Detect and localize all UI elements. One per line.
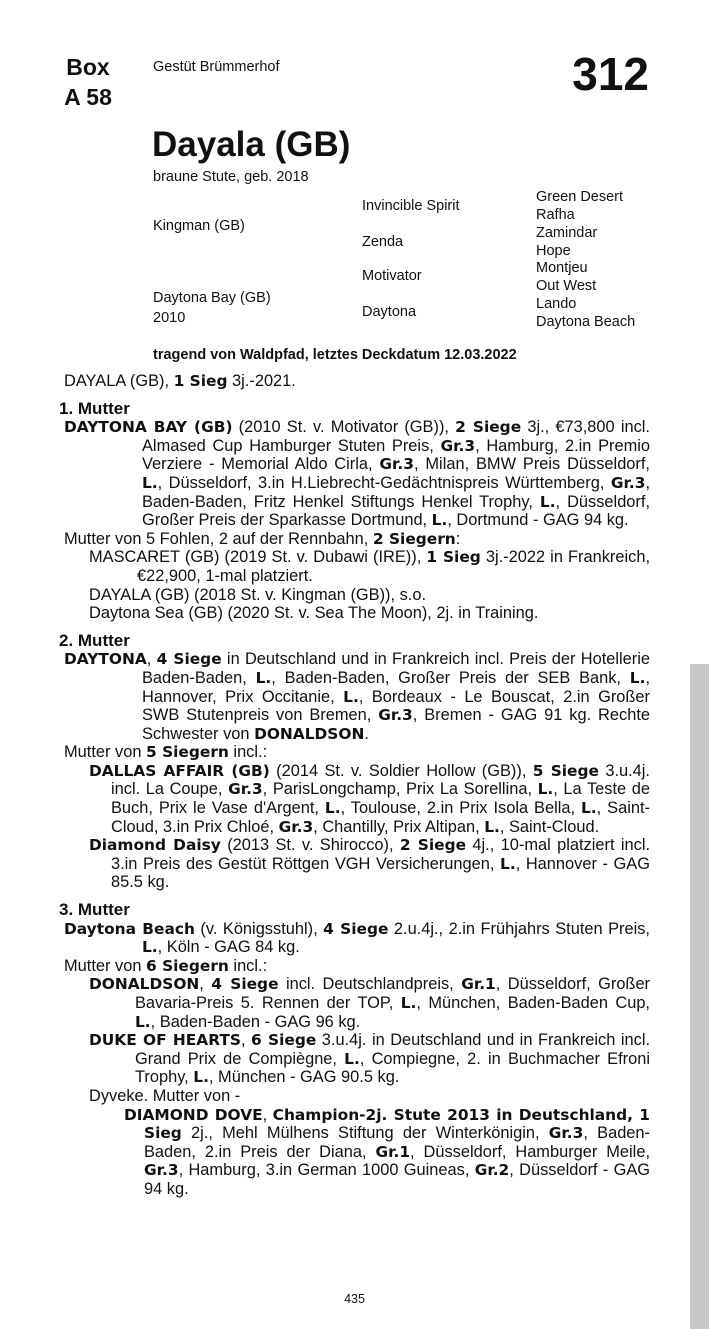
text: . (364, 724, 369, 743)
text: (2013 St. v. Shirocco), (220, 836, 400, 855)
text: Mutter von (64, 743, 146, 762)
covering-note: tragend von Waldpfad, letztes Deckdatum 12.03.2022 (153, 347, 517, 363)
text: 2.u.4j., 2.in Frühjahrs Stuten Preis, (388, 919, 650, 938)
text: , (146, 650, 157, 669)
text: , München - GAG 90.5 kg. (208, 1068, 400, 1087)
text: , Compiegne, 2. in Buchmacher Efroni Trophy, (135, 1049, 650, 1087)
text: , Milan, BMW Preis Düsseldorf, (414, 455, 650, 474)
text: 3.u.4j. in Deutschland und in Frankreich incl. Grand Prix de Compiègne, (135, 1031, 651, 1068)
text: , Köln - GAG 84 kg. (157, 938, 300, 957)
pedigree-ggp-4: Hope (536, 243, 571, 259)
text: 3.u.4j. incl. La Coupe, (111, 761, 650, 799)
pedigree-grandsire-1: Invincible Spirit (362, 198, 460, 214)
text: , Hamburg, 3.in German 1000 Guineas, (178, 1161, 475, 1180)
first-dam-foal-3: Daytona Sea (GB) (2020 St. v. Sea The Moon), 2j. in Training. (89, 604, 539, 623)
pedigree-grandsire-2: Motivator (362, 268, 422, 284)
text: , (262, 1105, 273, 1124)
second-dam-foal-1 (64, 762, 650, 836)
pedigree-ggp-2: Rafha (536, 207, 575, 223)
second-dam-name: DAYTONA (64, 650, 147, 669)
pedigree-dam-year: 2010 (153, 310, 186, 326)
pedigree-ggp-3: Zamindar (536, 225, 598, 241)
text: , (240, 1031, 252, 1050)
grade: Gr.3 (610, 473, 646, 492)
foal-name: DUKE OF HEARTS (89, 1031, 241, 1050)
third-dam-foal-1 (64, 975, 650, 1031)
wins: 4 Siege (211, 975, 279, 994)
page-number: 435 (344, 1292, 365, 1306)
pedigree-sire: Kingman (GB) (153, 218, 245, 234)
grade: Gr.1 (461, 975, 496, 994)
listed: L. (537, 780, 554, 799)
listed: L. (400, 994, 417, 1012)
text: , Saint-Cloud, 3.in Prix Chloé, (111, 799, 650, 836)
third-dam-produce (64, 957, 650, 976)
winners: 6 Siegern (146, 956, 229, 975)
pedigree-ggp-6: Out West (536, 278, 597, 294)
pedigree-granddam-2: Daytona (362, 304, 417, 320)
listed: L. (324, 799, 341, 818)
text: , Düsseldorf, Großer Preis der Sparkasse Dortmund, (142, 492, 650, 530)
grade: Gr.3 (548, 1124, 584, 1143)
listed: L. (135, 1012, 151, 1031)
text: , Saint-Cloud. (499, 817, 600, 836)
text: Mutter von (64, 956, 146, 975)
winners: 5 Siegern (146, 743, 229, 762)
foal-name: DALLAS AFFAIR (GB) (89, 761, 270, 780)
grade: Gr.1 (375, 1142, 411, 1161)
summary-wins: 1 Sieg (173, 372, 228, 390)
pedigree-ggp-1: Green Desert (536, 189, 624, 205)
first-dam-name: DAYTONA BAY (GB) (64, 418, 233, 437)
grade: Gr.2 (474, 1161, 510, 1180)
sibling-name: DONALDSON (254, 724, 365, 743)
text: , Hannover, Prix Occitanie, (142, 668, 650, 706)
pedigree-ggp-8: Daytona Beach (536, 314, 636, 330)
text: incl.: (228, 743, 268, 762)
third-dam-foal-2 (64, 1031, 650, 1087)
winners: 2 Siegern (372, 529, 456, 548)
box-number: A 58 (64, 84, 112, 110)
text: (2014 St. v. Soldier Hollow (GB)), (269, 761, 533, 780)
horse-description: braune Stute, geb. 2018 (153, 169, 309, 185)
listed: L. (142, 938, 158, 957)
text: in Deutschland und in Frankreich incl. Preis der Hotellerie Baden-Baden, (142, 650, 651, 687)
text: , Bremen - GAG 91 kg. Rechte Schwester von (142, 706, 650, 743)
third-dam-foal-3: Dyveke. Mutter von - (89, 1086, 241, 1105)
wins: 6 Siege (251, 1031, 317, 1050)
listed: L. (343, 687, 359, 706)
text: , Baden-Baden - GAG 96 kg. (150, 1012, 361, 1031)
text: , Baden-Baden, Großer Preis der SEB Bank, (271, 668, 630, 687)
text: incl.: (228, 956, 268, 975)
text: : (455, 529, 461, 548)
text: MASCARET (GB) (2019 St. v. Dubawi (IRE)), (89, 548, 427, 567)
second-dam-produce (64, 743, 650, 762)
text: (2010 St. v. Motivator (GB)), (232, 418, 456, 437)
grade: Gr.3 (144, 1161, 179, 1180)
text: 3j., €73,800 incl. Almased Cup Hamburger Stuten Preis, (142, 418, 650, 455)
text: , Düsseldorf, Großer Bavaria-Preis 5. Rennen der TOP, (135, 975, 651, 1012)
wins: 4 Siege (156, 650, 222, 669)
foal-name: Diamond Daisy (89, 836, 221, 855)
first-dam-produce (64, 530, 650, 549)
wins: 1 Sieg (426, 548, 481, 567)
grade: Gr.3 (278, 817, 314, 836)
lot-number: 312 (572, 48, 649, 100)
text: (v. Königsstuhl), (194, 919, 324, 938)
grade: Gr.3 (379, 455, 414, 474)
grade: Gr.3 (378, 706, 413, 725)
grade: Gr.3 (228, 780, 263, 799)
champion-title: Champion-2j. Stute 2013 in Deutschland, 1 Sieg (144, 1105, 650, 1143)
box-label (48, 52, 128, 112)
grandfoal-name: DIAMOND DOVE (124, 1105, 263, 1124)
listed: L. (431, 511, 448, 530)
text: 2j., Mehl Mülhens Stiftung der Winterkönigin, (181, 1124, 549, 1143)
wins: 2 Siege (455, 418, 522, 437)
listed: L. (255, 668, 272, 687)
summary-line (64, 372, 650, 391)
foal-name: DONALDSON (89, 975, 200, 994)
summary-year: 3j.-2021. (227, 372, 296, 390)
listed: L. (500, 854, 516, 873)
first-dam-heading: 1. Mutter (59, 398, 130, 418)
pedigree-ggp-7: Lando (536, 296, 577, 312)
third-dam-name: Daytona Beach (64, 919, 195, 938)
listed: L. (629, 668, 646, 687)
text: incl. Deutschlandpreis, (278, 975, 462, 994)
first-dam-foal-2: DAYALA (GB) (2018 St. v. Kingman (GB)), s.o. (89, 585, 427, 604)
second-dam-foal-2 (64, 836, 650, 892)
wins: 2 Siege (399, 836, 467, 855)
third-dam-grandfoal (64, 1106, 650, 1199)
pedigree-dam: Daytona Bay (GB) (153, 290, 271, 306)
wins: 4 Siege (323, 919, 389, 938)
pedigree-notes (59, 372, 651, 1199)
listed: L. (142, 473, 158, 492)
first-dam-foal-1 (64, 548, 650, 585)
text: , München, Baden-Baden Cup, (416, 994, 650, 1012)
grade: Gr.3 (440, 436, 476, 455)
listed: L. (484, 817, 500, 836)
stud-name: Gestüt Brümmerhof (153, 59, 280, 75)
text: Mutter von 5 Fohlen, 2 auf der Rennbahn, (64, 529, 373, 548)
text: 4j., 10-mal platziert incl. 3.in Preis des Gestüt Röttgen VGH Versicherungen, (111, 836, 651, 873)
listed: L. (539, 492, 556, 511)
pedigree-ggp-5: Montjeu (536, 260, 588, 276)
text: , Hannover - GAG 85.5 kg. (111, 854, 650, 892)
box-line-1: Box (66, 54, 110, 80)
third-dam-record (64, 920, 650, 957)
text: , Bordeaux - Le Bouscat, 2.in Großer SWB Stutenpreis von Bremen, (142, 687, 650, 725)
wins: 5 Siege (532, 761, 599, 780)
summary-text: DAYALA (GB), (64, 372, 174, 390)
text: , Düsseldorf - GAG 94 kg. (144, 1161, 651, 1198)
text: , ParisLongchamp, Prix La Sorellina, (262, 780, 538, 799)
horse-name: Dayala (GB) (152, 125, 351, 164)
second-dam-record (64, 650, 650, 743)
pedigree-granddam-1: Zenda (362, 234, 404, 250)
text: , Düsseldorf, 3.in H.Liebrecht-Gedächtnispreis Württemberg, (157, 473, 611, 492)
text: , Toulouse, 2.in Prix Isola Bella, (340, 799, 581, 818)
text: , Baden-Baden, 2.in Preis der Diana, (144, 1124, 650, 1161)
text: , Düsseldorf, Hamburger Meile, (410, 1142, 650, 1161)
listed: L. (344, 1049, 360, 1068)
text: , Dortmund - GAG 94 kg. (447, 511, 629, 530)
first-dam-record (64, 418, 650, 530)
third-dam-heading: 3. Mutter (59, 900, 130, 920)
side-index-tab (690, 664, 709, 1329)
second-dam-heading: 2. Mutter (59, 630, 130, 650)
text: , Baden-Baden, Fritz Henkel Stiftungs Henkel Trophy, (142, 473, 650, 511)
listed: L. (193, 1068, 209, 1087)
text: , La Teste de Buch, Prix le Vase d'Argent, (111, 780, 650, 818)
text: , Hamburg, 2.in Premio Verziere - Memorial Aldo Cirla, (142, 436, 650, 474)
text: , Chantilly, Prix Altipan, (313, 817, 485, 836)
text: 3j.-2022 in Frankreich, €22,900, 1-mal platziert. (137, 548, 650, 585)
text: , (199, 975, 212, 994)
listed: L. (581, 799, 597, 818)
